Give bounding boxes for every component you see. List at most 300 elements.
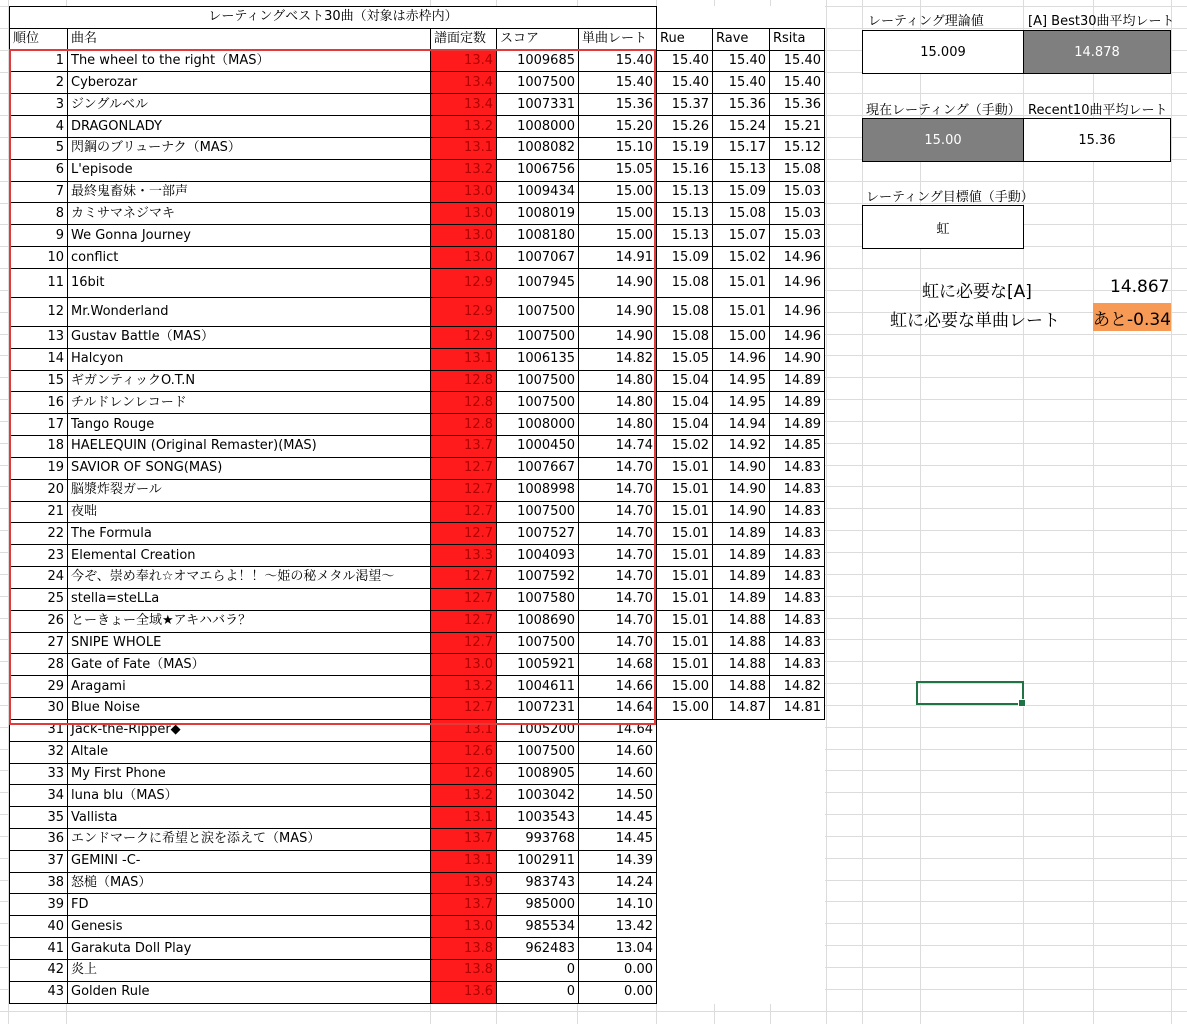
- cell-score[interactable]: 962483: [497, 938, 579, 960]
- cell-score[interactable]: 1003042: [497, 785, 579, 807]
- cell-song[interactable]: Tango Rouge: [68, 414, 431, 436]
- cell-song[interactable]: DRAGONLADY: [68, 116, 431, 138]
- cell-rate[interactable]: 14.45: [579, 828, 657, 850]
- cell-rank[interactable]: 22: [10, 523, 68, 545]
- header-rue[interactable]: Rue: [657, 28, 713, 50]
- cell-rate[interactable]: 14.70: [579, 501, 657, 523]
- cell-rank[interactable]: 38: [10, 872, 68, 894]
- cell-score[interactable]: 0: [497, 959, 579, 981]
- cell-score[interactable]: 1007580: [497, 588, 579, 610]
- cell-rue[interactable]: 15.40: [657, 72, 713, 94]
- cell-rsita[interactable]: 14.83: [770, 479, 825, 501]
- cell-rate[interactable]: 15.00: [579, 181, 657, 203]
- header-song[interactable]: 曲名: [68, 28, 431, 50]
- cell-rank[interactable]: 1: [10, 50, 68, 72]
- cell-rue[interactable]: 15.01: [657, 523, 713, 545]
- needed-rate-value-cell[interactable]: あと-0.34: [1093, 303, 1171, 331]
- cell-rank[interactable]: 7: [10, 181, 68, 203]
- cell-score[interactable]: 1007067: [497, 247, 579, 269]
- cell-score[interactable]: 1007231: [497, 698, 579, 720]
- cell-constant[interactable]: 13.0: [431, 203, 497, 225]
- cell-song[interactable]: HAELEQUIN (Original Remaster)(MAS): [68, 436, 431, 458]
- cell-rave[interactable]: 14.96: [713, 348, 770, 370]
- cell-song[interactable]: 閃鋼のブリューナク（MAS）: [68, 137, 431, 159]
- cell-rave[interactable]: 14.89: [713, 567, 770, 589]
- header-rave[interactable]: Rave: [713, 28, 770, 50]
- cell-constant[interactable]: 12.9: [431, 268, 497, 297]
- cell-rate[interactable]: 0.00: [579, 981, 657, 1003]
- cell-rave[interactable]: 14.95: [713, 370, 770, 392]
- cell-rave[interactable]: 14.90: [713, 501, 770, 523]
- cell-constant[interactable]: 13.7: [431, 828, 497, 850]
- cell-rate[interactable]: 15.00: [579, 203, 657, 225]
- cell-rsita[interactable]: 14.83: [770, 567, 825, 589]
- cell-constant[interactable]: 13.1: [431, 807, 497, 829]
- cell-rank[interactable]: 23: [10, 545, 68, 567]
- cell-score[interactable]: 1004093: [497, 545, 579, 567]
- best30-label[interactable]: [A] Best30曲平均レート: [1028, 14, 1175, 29]
- cell-rate[interactable]: 13.04: [579, 938, 657, 960]
- cell-rate[interactable]: 14.10: [579, 894, 657, 916]
- cell-rank[interactable]: 41: [10, 938, 68, 960]
- cell-rate[interactable]: 14.68: [579, 654, 657, 676]
- cell-score[interactable]: 1007527: [497, 523, 579, 545]
- cell-rate[interactable]: 15.40: [579, 72, 657, 94]
- cell-rank[interactable]: 40: [10, 916, 68, 938]
- cell-song[interactable]: Jack-the-Ripper◆: [68, 719, 431, 741]
- cell-song[interactable]: Aragami: [68, 676, 431, 698]
- cell-rave[interactable]: 15.24: [713, 116, 770, 138]
- cell-score[interactable]: 1007945: [497, 268, 579, 297]
- cell-rue[interactable]: 15.04: [657, 370, 713, 392]
- cell-rank[interactable]: 4: [10, 116, 68, 138]
- cell-rsita[interactable]: 14.83: [770, 545, 825, 567]
- cell-rave[interactable]: 15.00: [713, 326, 770, 348]
- cell-rsita[interactable]: 14.85: [770, 436, 825, 458]
- cell-rate[interactable]: 0.00: [579, 959, 657, 981]
- cell-rave[interactable]: 15.07: [713, 225, 770, 247]
- cell-score[interactable]: 1007331: [497, 94, 579, 116]
- cell-rate[interactable]: 14.82: [579, 348, 657, 370]
- active-cell-selection[interactable]: [916, 681, 1024, 705]
- cell-rate[interactable]: 14.66: [579, 676, 657, 698]
- cell-song[interactable]: Halcyon: [68, 348, 431, 370]
- cell-score[interactable]: 1008905: [497, 763, 579, 785]
- cell-score[interactable]: 1006756: [497, 159, 579, 181]
- cell-rue[interactable]: 15.01: [657, 479, 713, 501]
- cell-score[interactable]: 1007500: [497, 392, 579, 414]
- cell-rave[interactable]: 15.17: [713, 137, 770, 159]
- cell-rank[interactable]: 16: [10, 392, 68, 414]
- cell-constant[interactable]: 12.8: [431, 370, 497, 392]
- cell-rank[interactable]: 35: [10, 807, 68, 829]
- cell-constant[interactable]: 12.6: [431, 763, 497, 785]
- header-rank[interactable]: 順位: [10, 28, 68, 50]
- cell-score[interactable]: 1003543: [497, 807, 579, 829]
- cell-rue[interactable]: 15.05: [657, 348, 713, 370]
- cell-rate[interactable]: 14.74: [579, 436, 657, 458]
- cell-rate[interactable]: 14.70: [579, 610, 657, 632]
- cell-rate[interactable]: 14.39: [579, 850, 657, 872]
- cell-song[interactable]: 16bit: [68, 268, 431, 297]
- cell-rue[interactable]: 15.26: [657, 116, 713, 138]
- cell-rank[interactable]: 36: [10, 828, 68, 850]
- cell-rank[interactable]: 20: [10, 479, 68, 501]
- needed-rate-label[interactable]: 虹に必要な単曲レート: [890, 311, 1060, 331]
- cell-rank[interactable]: 31: [10, 719, 68, 741]
- cell-rsita[interactable]: 14.83: [770, 588, 825, 610]
- best30-value-cell[interactable]: 14.878: [1023, 30, 1171, 74]
- cell-song[interactable]: 炎上: [68, 959, 431, 981]
- cell-rsita[interactable]: 14.83: [770, 654, 825, 676]
- cell-rank[interactable]: 14: [10, 348, 68, 370]
- cell-song[interactable]: SNIPE WHOLE: [68, 632, 431, 654]
- cell-constant[interactable]: 13.0: [431, 225, 497, 247]
- recent-label[interactable]: Recent10曲平均レート: [1028, 103, 1168, 118]
- cell-constant[interactable]: 12.7: [431, 501, 497, 523]
- needed-a-label[interactable]: 虹に必要な[A]: [922, 282, 1032, 302]
- cell-rank[interactable]: 39: [10, 894, 68, 916]
- cell-rank[interactable]: 29: [10, 676, 68, 698]
- cell-constant[interactable]: 12.7: [431, 610, 497, 632]
- cell-rsita[interactable]: 15.40: [770, 50, 825, 72]
- cell-rave[interactable]: 15.02: [713, 247, 770, 269]
- cell-rave[interactable]: 14.88: [713, 632, 770, 654]
- cell-rank[interactable]: 43: [10, 981, 68, 1003]
- cell-rate[interactable]: 13.42: [579, 916, 657, 938]
- cell-rate[interactable]: 14.60: [579, 763, 657, 785]
- cell-constant[interactable]: 13.0: [431, 654, 497, 676]
- cell-score[interactable]: 1007500: [497, 370, 579, 392]
- cell-rue[interactable]: 15.13: [657, 181, 713, 203]
- cell-rate[interactable]: 14.70: [579, 457, 657, 479]
- cell-rank[interactable]: 19: [10, 457, 68, 479]
- cell-rue[interactable]: 15.08: [657, 326, 713, 348]
- cell-rate[interactable]: 14.60: [579, 741, 657, 763]
- cell-constant[interactable]: 13.4: [431, 50, 497, 72]
- cell-constant[interactable]: 13.1: [431, 719, 497, 741]
- cell-rave[interactable]: 14.87: [713, 698, 770, 720]
- cell-rsita[interactable]: 14.89: [770, 392, 825, 414]
- cell-constant[interactable]: 12.7: [431, 567, 497, 589]
- cell-rsita[interactable]: 14.83: [770, 610, 825, 632]
- cell-rue[interactable]: 15.13: [657, 225, 713, 247]
- cell-constant[interactable]: 13.0: [431, 181, 497, 203]
- cell-rate[interactable]: 14.50: [579, 785, 657, 807]
- cell-rank[interactable]: 24: [10, 567, 68, 589]
- cell-song[interactable]: ジングルベル: [68, 94, 431, 116]
- cell-score[interactable]: 1006135: [497, 348, 579, 370]
- cell-rate[interactable]: 14.90: [579, 297, 657, 326]
- header-score[interactable]: スコア: [497, 28, 579, 50]
- cell-constant[interactable]: 12.8: [431, 414, 497, 436]
- cell-rank[interactable]: 18: [10, 436, 68, 458]
- cell-rue[interactable]: 15.00: [657, 698, 713, 720]
- cell-constant[interactable]: 12.7: [431, 457, 497, 479]
- cell-score[interactable]: 985000: [497, 894, 579, 916]
- cell-rue[interactable]: 15.01: [657, 567, 713, 589]
- cell-constant[interactable]: 13.2: [431, 116, 497, 138]
- cell-rue[interactable]: 15.16: [657, 159, 713, 181]
- cell-score[interactable]: 1009685: [497, 50, 579, 72]
- cell-score[interactable]: 1007500: [497, 72, 579, 94]
- cell-rave[interactable]: 15.01: [713, 268, 770, 297]
- cell-score[interactable]: 1005921: [497, 654, 579, 676]
- cell-rank[interactable]: 33: [10, 763, 68, 785]
- cell-rate[interactable]: 14.64: [579, 698, 657, 720]
- cell-constant[interactable]: 13.2: [431, 676, 497, 698]
- cell-song[interactable]: SAVIOR OF SONG(MAS): [68, 457, 431, 479]
- cell-rue[interactable]: 15.01: [657, 501, 713, 523]
- cell-rank[interactable]: 32: [10, 741, 68, 763]
- cell-constant[interactable]: 13.9: [431, 872, 497, 894]
- cell-song[interactable]: The wheel to the right（MAS）: [68, 50, 431, 72]
- cell-constant[interactable]: 13.4: [431, 72, 497, 94]
- cell-rate[interactable]: 14.70: [579, 545, 657, 567]
- cell-rsita[interactable]: 15.08: [770, 159, 825, 181]
- cell-rue[interactable]: 15.37: [657, 94, 713, 116]
- cell-rsita[interactable]: 15.03: [770, 203, 825, 225]
- cell-score[interactable]: 1007667: [497, 457, 579, 479]
- cell-rank[interactable]: 21: [10, 501, 68, 523]
- cell-rsita[interactable]: 15.03: [770, 181, 825, 203]
- cell-rank[interactable]: 27: [10, 632, 68, 654]
- cell-rave[interactable]: 15.13: [713, 159, 770, 181]
- cell-song[interactable]: 夜咄: [68, 501, 431, 523]
- cell-rank[interactable]: 11: [10, 268, 68, 297]
- cell-constant[interactable]: 13.7: [431, 894, 497, 916]
- cell-rue[interactable]: 15.19: [657, 137, 713, 159]
- cell-song[interactable]: stella=steLLa: [68, 588, 431, 610]
- cell-song[interactable]: Gustav Battle（MAS）: [68, 326, 431, 348]
- cell-rank[interactable]: 26: [10, 610, 68, 632]
- cell-rank[interactable]: 28: [10, 654, 68, 676]
- cell-rank[interactable]: 13: [10, 326, 68, 348]
- cell-rank[interactable]: 2: [10, 72, 68, 94]
- cell-rate[interactable]: 14.91: [579, 247, 657, 269]
- cell-rave[interactable]: 14.89: [713, 523, 770, 545]
- cell-rsita[interactable]: 14.96: [770, 268, 825, 297]
- cell-score[interactable]: 1005200: [497, 719, 579, 741]
- cell-rsita[interactable]: 14.81: [770, 698, 825, 720]
- cell-rue[interactable]: 15.13: [657, 203, 713, 225]
- cell-score[interactable]: 1007500: [497, 501, 579, 523]
- cell-rate[interactable]: 14.70: [579, 479, 657, 501]
- cell-rave[interactable]: 15.40: [713, 50, 770, 72]
- cell-song[interactable]: Blue Noise: [68, 698, 431, 720]
- cell-constant[interactable]: 12.7: [431, 698, 497, 720]
- target-label[interactable]: レーティング目標値（手動）: [866, 190, 1034, 205]
- cell-rate[interactable]: 15.20: [579, 116, 657, 138]
- cell-rate[interactable]: 14.64: [579, 719, 657, 741]
- cell-score[interactable]: 1008998: [497, 479, 579, 501]
- cell-rate[interactable]: 15.36: [579, 94, 657, 116]
- needed-a-value[interactable]: 14.867: [1110, 277, 1170, 297]
- cell-song[interactable]: Elemental Creation: [68, 545, 431, 567]
- cell-rsita[interactable]: 14.90: [770, 348, 825, 370]
- cell-score[interactable]: 1004611: [497, 676, 579, 698]
- cell-song[interactable]: Mr.Wonderland: [68, 297, 431, 326]
- cell-song[interactable]: とーきょー全域★アキハバラ？: [68, 610, 431, 632]
- cell-score[interactable]: 1007500: [497, 741, 579, 763]
- cell-rsita[interactable]: 14.89: [770, 370, 825, 392]
- cell-rave[interactable]: 14.88: [713, 610, 770, 632]
- cell-rsita[interactable]: 14.96: [770, 247, 825, 269]
- cell-score[interactable]: 0: [497, 981, 579, 1003]
- cell-rsita[interactable]: 15.21: [770, 116, 825, 138]
- header-rate[interactable]: 単曲レート: [579, 28, 657, 50]
- cell-rank[interactable]: 8: [10, 203, 68, 225]
- cell-rank[interactable]: 42: [10, 959, 68, 981]
- cell-rsita[interactable]: 14.83: [770, 523, 825, 545]
- fill-handle-icon[interactable]: [1018, 699, 1026, 707]
- cell-song[interactable]: My First Phone: [68, 763, 431, 785]
- cell-rate[interactable]: 14.70: [579, 632, 657, 654]
- cell-constant[interactable]: 13.0: [431, 247, 497, 269]
- cell-score[interactable]: 1007500: [497, 297, 579, 326]
- cell-rave[interactable]: 14.88: [713, 676, 770, 698]
- table-title[interactable]: レーティングベスト30曲（対象は赤枠内）: [10, 7, 657, 29]
- cell-rate[interactable]: 15.40: [579, 50, 657, 72]
- cell-rue[interactable]: 15.40: [657, 50, 713, 72]
- cell-rave[interactable]: 15.40: [713, 72, 770, 94]
- cell-constant[interactable]: 12.7: [431, 479, 497, 501]
- cell-score[interactable]: 1008180: [497, 225, 579, 247]
- cell-song[interactable]: We Gonna Journey: [68, 225, 431, 247]
- cell-rate[interactable]: 14.70: [579, 567, 657, 589]
- cell-rate[interactable]: 14.80: [579, 414, 657, 436]
- cell-rate[interactable]: 14.24: [579, 872, 657, 894]
- cell-rate[interactable]: 14.45: [579, 807, 657, 829]
- cell-rave[interactable]: 15.01: [713, 297, 770, 326]
- cell-rate[interactable]: 14.80: [579, 370, 657, 392]
- cell-rsita[interactable]: 14.83: [770, 501, 825, 523]
- cell-rsita[interactable]: 14.82: [770, 676, 825, 698]
- cell-song[interactable]: 今ぞ、崇め奉れ☆オマエらよ！！～姫の秘メタル渇望～: [68, 567, 431, 589]
- recent-value-cell[interactable]: 15.36: [1023, 118, 1171, 162]
- cell-rsita[interactable]: 15.12: [770, 137, 825, 159]
- cell-constant[interactable]: 13.4: [431, 94, 497, 116]
- cell-rsita[interactable]: 15.36: [770, 94, 825, 116]
- cell-score[interactable]: 1000450: [497, 436, 579, 458]
- cell-rave[interactable]: 15.08: [713, 203, 770, 225]
- cell-song[interactable]: L'episode: [68, 159, 431, 181]
- cell-rank[interactable]: 37: [10, 850, 68, 872]
- cell-song[interactable]: FD: [68, 894, 431, 916]
- cell-constant[interactable]: 13.1: [431, 137, 497, 159]
- current-label[interactable]: 現在レーティング（手動）: [866, 103, 1021, 118]
- cell-song[interactable]: チルドレンレコード: [68, 392, 431, 414]
- current-value-cell[interactable]: 15.00: [862, 118, 1024, 162]
- cell-rave[interactable]: 14.95: [713, 392, 770, 414]
- cell-song[interactable]: エンドマークに希望と涙を添えて（MAS）: [68, 828, 431, 850]
- cell-score[interactable]: 1007500: [497, 326, 579, 348]
- cell-rsita[interactable]: 14.83: [770, 457, 825, 479]
- cell-song[interactable]: カミサマネジマキ: [68, 203, 431, 225]
- cell-score[interactable]: 985534: [497, 916, 579, 938]
- cell-constant[interactable]: 13.0: [431, 916, 497, 938]
- cell-song[interactable]: 脳漿炸裂ガール: [68, 479, 431, 501]
- cell-song[interactable]: 怒槌（MAS）: [68, 872, 431, 894]
- cell-rate[interactable]: 15.10: [579, 137, 657, 159]
- cell-rue[interactable]: 15.04: [657, 392, 713, 414]
- cell-rue[interactable]: 15.08: [657, 268, 713, 297]
- cell-song[interactable]: Garakuta Doll Play: [68, 938, 431, 960]
- cell-song[interactable]: GEMINI -C-: [68, 850, 431, 872]
- cell-rank[interactable]: 25: [10, 588, 68, 610]
- header-constant[interactable]: 譜面定数: [431, 28, 497, 50]
- cell-constant[interactable]: 13.6: [431, 981, 497, 1003]
- cell-rave[interactable]: 14.94: [713, 414, 770, 436]
- cell-constant[interactable]: 13.3: [431, 545, 497, 567]
- cell-rue[interactable]: 15.01: [657, 588, 713, 610]
- header-rsita[interactable]: Rsita: [770, 28, 825, 50]
- cell-rue[interactable]: 15.01: [657, 632, 713, 654]
- cell-constant[interactable]: 12.9: [431, 297, 497, 326]
- cell-constant[interactable]: 13.8: [431, 938, 497, 960]
- cell-constant[interactable]: 12.8: [431, 392, 497, 414]
- cell-rave[interactable]: 15.36: [713, 94, 770, 116]
- cell-score[interactable]: 1008000: [497, 414, 579, 436]
- cell-constant[interactable]: 12.6: [431, 741, 497, 763]
- cell-constant[interactable]: 13.7: [431, 436, 497, 458]
- cell-rsita[interactable]: 14.83: [770, 632, 825, 654]
- cell-rank[interactable]: 10: [10, 247, 68, 269]
- cell-rate[interactable]: 15.00: [579, 225, 657, 247]
- cell-rate[interactable]: 14.70: [579, 523, 657, 545]
- cell-score[interactable]: 993768: [497, 828, 579, 850]
- cell-song[interactable]: 最終鬼畜妹・一部声: [68, 181, 431, 203]
- cell-constant[interactable]: 12.9: [431, 326, 497, 348]
- cell-rsita[interactable]: 15.40: [770, 72, 825, 94]
- cell-rsita[interactable]: 14.96: [770, 297, 825, 326]
- cell-rue[interactable]: 15.01: [657, 545, 713, 567]
- cell-rank[interactable]: 12: [10, 297, 68, 326]
- cell-constant[interactable]: 13.2: [431, 159, 497, 181]
- cell-rank[interactable]: 9: [10, 225, 68, 247]
- cell-rank[interactable]: 17: [10, 414, 68, 436]
- cell-song[interactable]: Cyberozar: [68, 72, 431, 94]
- cell-score[interactable]: 1008082: [497, 137, 579, 159]
- cell-rank[interactable]: 6: [10, 159, 68, 181]
- cell-score[interactable]: 1008000: [497, 116, 579, 138]
- cell-rsita[interactable]: 14.96: [770, 326, 825, 348]
- cell-rave[interactable]: 14.90: [713, 479, 770, 501]
- cell-rue[interactable]: 15.01: [657, 654, 713, 676]
- cell-score[interactable]: 1008019: [497, 203, 579, 225]
- theory-value-cell[interactable]: 15.009: [862, 30, 1024, 74]
- cell-rue[interactable]: 15.08: [657, 297, 713, 326]
- cell-rate[interactable]: 14.90: [579, 326, 657, 348]
- cell-rave[interactable]: 15.09: [713, 181, 770, 203]
- cell-constant[interactable]: 13.8: [431, 959, 497, 981]
- cell-score[interactable]: 1009434: [497, 181, 579, 203]
- cell-song[interactable]: Altale: [68, 741, 431, 763]
- cell-rave[interactable]: 14.90: [713, 457, 770, 479]
- cell-rave[interactable]: 14.89: [713, 545, 770, 567]
- cell-score[interactable]: 1007592: [497, 567, 579, 589]
- cell-rate[interactable]: 14.80: [579, 392, 657, 414]
- cell-rate[interactable]: 14.70: [579, 588, 657, 610]
- cell-constant[interactable]: 12.7: [431, 523, 497, 545]
- cell-constant[interactable]: 13.2: [431, 785, 497, 807]
- cell-score[interactable]: 1007500: [497, 632, 579, 654]
- cell-rue[interactable]: 15.04: [657, 414, 713, 436]
- cell-rank[interactable]: 30: [10, 698, 68, 720]
- cell-song[interactable]: luna blu（MAS）: [68, 785, 431, 807]
- cell-song[interactable]: Genesis: [68, 916, 431, 938]
- cell-rue[interactable]: 15.00: [657, 676, 713, 698]
